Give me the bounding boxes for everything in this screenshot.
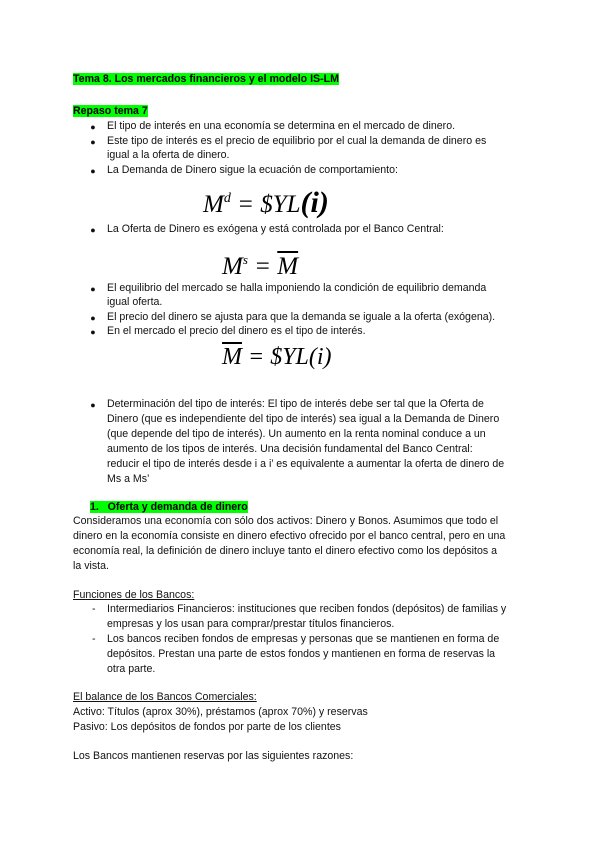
bullet-icon: ● [90,327,96,337]
section-1-heading [90,500,248,514]
repaso-bullet-4: La Oferta de Dinero es exógena y está controlada por el Banco Central: [107,223,444,235]
repaso-bullet-8-line-3: (que depende del tipo de interés). Un aumento en la renta nominal conduce a un [107,428,486,440]
section-1-heading-text: 1. Oferta y demanda de dinero [90,501,248,513]
bullet-icon: ● [90,137,96,147]
funciones-item-2-line-2: depósitos. Prestan una parte de estos fondos y mantienen en forma de reservas la [107,648,496,660]
equation-3-rhs: = $YL(i) [248,344,332,370]
funciones-item-2-line-1: Los bancos reciben fondos de empresas y personas que se mantienen en forma de [107,633,500,645]
equation-1-sup: d [223,191,231,206]
repaso-bullet-2-line-1: Este tipo de interés es el precio de equilibrio por el cual la demanda de dinero es [107,135,487,147]
bullet-icon: ● [90,122,96,132]
equation-1-arg: (i) [300,186,329,219]
repaso-bullet-8-line-6: Ms a Ms’ [107,473,150,485]
balance-heading: El balance de los Bancos Comerciales: [73,691,257,703]
equation-1-rhs: = $YL [237,191,301,218]
paragraph-line-4: la vista. [73,560,109,572]
balance-activo: Activo: Títulos (aprox 30%), préstamos (aprox 70%) y reservas [73,706,368,718]
paragraph-line-2: dinero en la economía consiste en dinero efectivo ofrecido por el banco central, pero en una [73,530,506,542]
funciones-item-1-line-2: empresas y los usan para comprar/prestar títulos financieros. [107,618,395,630]
equation-2-lhs: M [222,253,243,280]
bullet-icon: ● [90,166,96,176]
funciones-heading: Funciones de los Bancos: [73,589,195,601]
repaso-bullet-7: En el mercado el precio del dinero es el tipo de interés. [107,325,366,337]
equation-money-supply [222,245,298,282]
dash-icon: - [92,603,96,615]
reservas-text: Los Bancos mantienen reservas por las siguientes razones: [73,750,354,762]
equation-3-bar: $\overline{M}$ [222,344,242,370]
paragraph-line-1: Consideramos una economía con sólo dos activos: Dinero y Bonos. Asumimos que todo el [73,515,499,527]
dash-icon: - [92,633,96,645]
bullet-icon: ● [90,400,96,410]
equation-2-rhs: = [254,253,278,280]
equation-equilibrium [222,342,332,372]
balance-pasivo: Pasivo: Los depósitos de fondos por parte de los clientes [73,721,341,733]
repaso-bullet-5-line-1: El equilibrio del mercado se halla imponiendo la condición de equilibrio demanda [107,282,487,294]
paragraph-line-3: economía real, la definición de dinero incluye tanto el dinero efectivo como los depósitos a [73,545,498,557]
repaso-bullet-8-line-2: Dinero (que es independiente del tipo de interés) sea igual a la Demanda de Dinero [107,413,500,425]
repaso-bullet-3: La Demanda de Dinero sigue la ecuación de comportamiento: [107,164,398,176]
equation-money-demand [203,184,329,220]
bullet-icon: ● [90,225,96,235]
repaso-heading-text: Repaso tema 7 [73,105,148,117]
page-title-text: Tema 8. Los mercados financieros y el modelo IS-LM [73,73,339,85]
funciones-item-1-line-1: Intermediarios Financieros: instituciones que reciben fondos (depósitos) de familias y [107,603,507,615]
repaso-bullet-5-line-2: igual oferta. [107,296,163,308]
equation-2-sup: s [242,252,248,267]
repaso-bullet-6: El precio del dinero se ajusta para que la demanda se iguale a la oferta (exógena). [107,311,496,323]
repaso-bullet-8-line-1: Determinación del tipo de interés: El tipo de interés debe ser tal que la Oferta de [107,398,484,410]
funciones-item-2-line-3: otra parte. [107,663,156,675]
repaso-bullet-1: El tipo de interés en una economía se determina en el mercado de dinero. [107,120,456,132]
equation-2-bar: $\overline{M}$ [277,253,299,280]
bullet-icon: ● [90,313,96,323]
repaso-bullet-8-line-4: aumento de los tipos de interés. Una decisión fundamental del Banco Central: [107,443,473,455]
repaso-bullet-2-line-2: igual a la oferta de dinero. [107,149,230,161]
page-title [73,72,339,86]
repaso-bullet-8-line-5: reducir el tipo de interés desde i a i’ es equivalente a aumentar la oferta de dinero de [107,458,505,470]
repaso-heading [73,104,148,118]
equation-1-lhs: M [203,191,224,218]
bullet-icon: ● [90,284,96,294]
